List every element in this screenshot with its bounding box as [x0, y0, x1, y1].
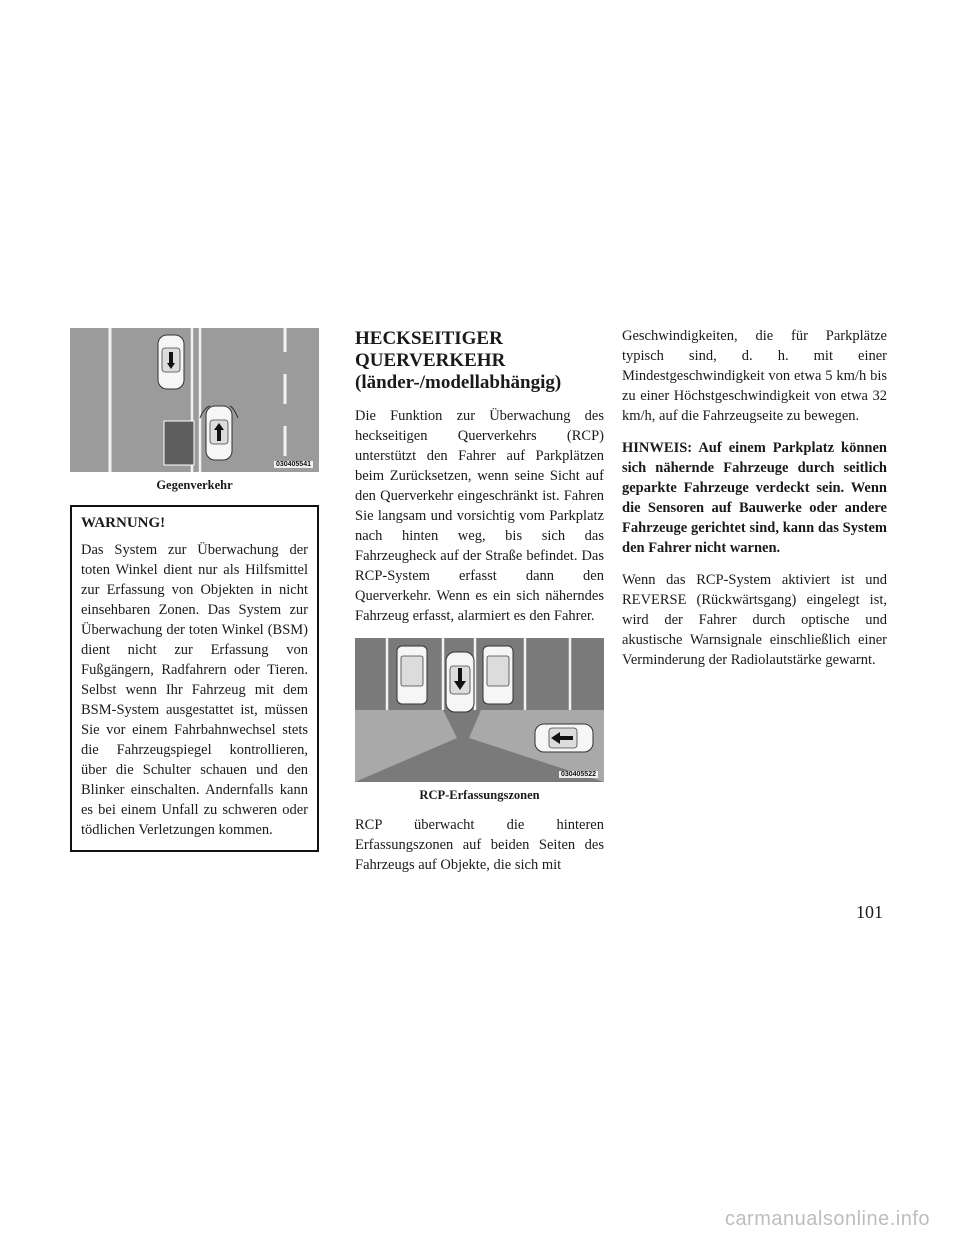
figure-caption: Gegenverkehr	[156, 478, 233, 492]
car-own	[200, 406, 238, 460]
car-oncoming	[158, 335, 184, 389]
figure-caption: RCP-Erfassungszonen	[419, 788, 540, 802]
column-left	[70, 328, 319, 852]
column-middle	[355, 328, 604, 887]
section-title-line2: QUERVERKEHR	[355, 350, 506, 371]
section-title-line3: (länder-/modellabhängig)	[355, 372, 562, 393]
figure-code: 030405522	[560, 771, 596, 778]
watermark: carmanualsonline.info	[724, 1208, 930, 1230]
crossing-car	[535, 724, 593, 752]
figure-code: 030405541	[275, 461, 311, 468]
parking-diagram	[355, 638, 604, 782]
section-paragraph: Die Funktion zur Überwachung des heckseitigen Querverkehrs (RCP) unterstützt den Fahrer auf Parkplätzen beim Zurücksetzen, wenn seine Sicht auf den Querverkehr eingeschränkt ist. Fahren Sie langsam und vorsichtig vom Parkplatz nach hinten weg, bis sich das Fahrzeugheck auf der Straße befindet. Das RCP-System erfasst dann den Querverkehr. Wenn es ein sich näherndes Fahrzeug erfasst, alarmiert es den Fahrer.	[355, 408, 604, 624]
page-number: 101	[856, 902, 883, 922]
road-diagram	[70, 328, 319, 472]
blind-spot-zone	[164, 421, 194, 465]
paragraph-reverse: Wenn das RCP-System aktiviert ist und REVERSE (Rückwärtsgang) eingelegt ist, wird der Fahrer durch optische und akustische Warnsignale einschließlich einer Verminderung der Radiolautstärke gewarnt.	[622, 572, 887, 668]
section-title	[355, 328, 604, 394]
paragraph-continued: Geschwindigkeiten, die für Parkplätze typisch sind, d. h. mit einer Mindestgeschwindigkeit von etwa 5 km/h bis zu einer Höchstgeschwindigkeit von etwa 32 km/h, auf die Fahrzeugseite zu bewegen.	[622, 328, 887, 424]
warning-box	[70, 505, 319, 852]
figure-oncoming-traffic	[70, 328, 319, 472]
parked-car-left	[397, 646, 427, 704]
figure-rcp-zones	[355, 638, 604, 782]
section-paragraph-2: RCP überwacht die hinteren Erfassungszonen auf beiden Seiten des Fahrzeugs auf Objekte, die sich mit	[355, 817, 604, 873]
parked-car-right	[483, 646, 513, 704]
note-paragraph: HINWEIS: Auf einem Parkplatz können sich nähernde Fahrzeuge durch seitlich geparkte Fahrzeuge verdeckt sein. Wenn die Sensoren auf Bauwerke oder andere Fahrzeuge gerichtet sind, kann das System den Fahrer nicht warnen.	[622, 440, 887, 556]
column-right	[622, 326, 887, 682]
warning-title: WARNUNG!	[81, 515, 166, 531]
section-title-line1: HECKSEITIGER	[355, 328, 503, 349]
reversing-car	[446, 652, 474, 712]
warning-text: Das System zur Überwachung der toten Winkel dient nur als Hilfsmittel zur Erfassung von Objekten in nicht einsehbaren Zonen. Das System zur Überwachung der toten Winkel (BSM) dient nicht zur Erfassung von Fußgängern, Radfahrern oder Tieren. Selbst wenn Ihr Fahrzeug mit dem BSM-System ausgestattet ist, müssen Sie vor einem Fahrbahnwechsel stets die Fahrzeugspiegel kontrollieren, über die Schulter schauen und den Blinker einschalten. Andernfalls kann es bei einem Unfall zu schweren oder tödlichen Verletzungen kommen.	[81, 542, 308, 838]
